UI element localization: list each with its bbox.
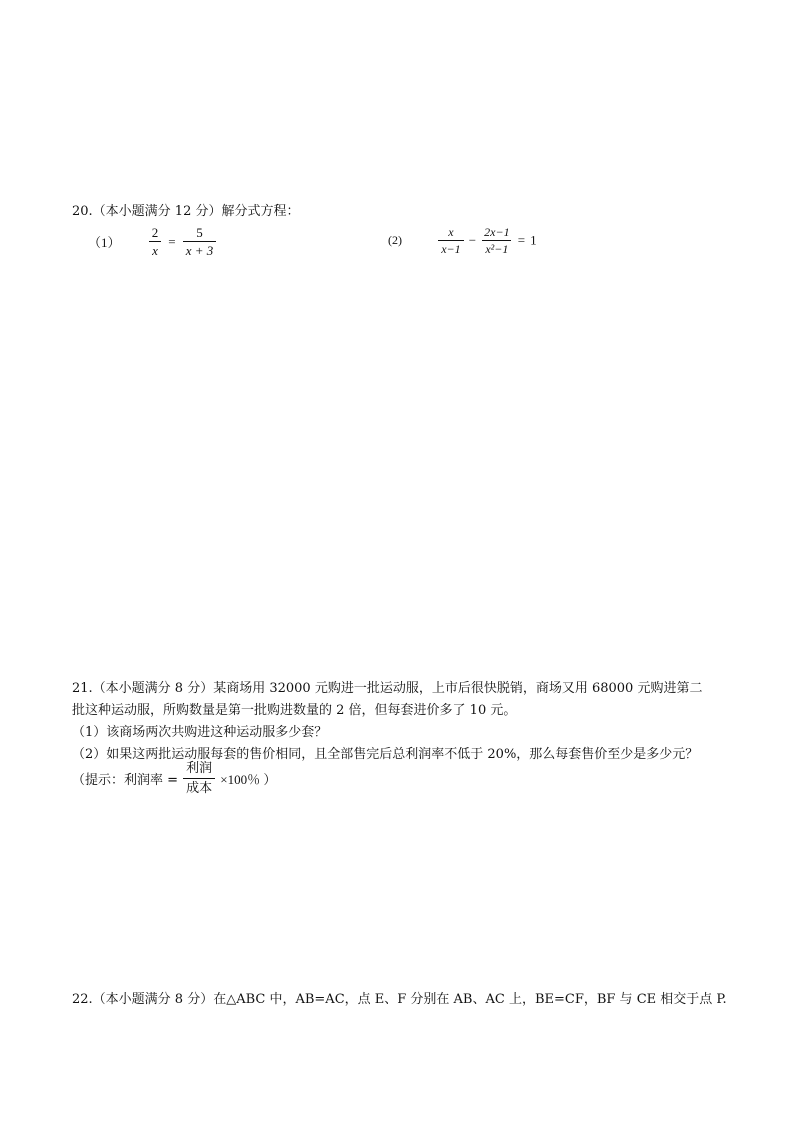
q20-part2-f2-numerator: 2x−1 xyxy=(484,225,510,239)
q21-line-2: 批这种运动服，所购数量是第一批购进数量的 2 倍，但每套进价多了 10 元。 xyxy=(72,703,517,718)
q20-part1-label: （1） xyxy=(88,235,121,250)
q20-part2-minus: − xyxy=(468,232,477,248)
q20-part1-equals: = xyxy=(168,233,176,249)
q21-hint-prefix: （提示：利润率 = xyxy=(72,773,179,788)
q20-part1-rhs-numerator: 5 xyxy=(196,225,203,240)
q20-title: 20.（本小题满分 12 分）解分式方程： xyxy=(72,204,300,219)
q20-part2-rhs: 1 xyxy=(530,232,537,248)
q20-part2-label: (2) xyxy=(388,233,402,247)
q20-part2-fraction-1 xyxy=(438,226,463,255)
q20-part2-fraction-2 xyxy=(481,226,512,255)
q22-line-1: 22.（本小题满分 8 分）在△ABC 中，AB=AC，点 E、F 分别在 AB、AC 上，BE=CF，BF 与 CE 相交于点 P. xyxy=(72,992,727,1007)
q21-subquestion-1: （1）该商场两次共购进这种运动服多少套？ xyxy=(72,725,328,740)
q21-hint-denominator: 成本 xyxy=(183,778,215,795)
q20-part2-f1-denominator: x−1 xyxy=(438,240,463,255)
q20-part2-f1-numerator: x xyxy=(448,225,454,239)
q21-hint xyxy=(72,762,276,795)
q21-hint-numerator: 利润 xyxy=(186,761,213,776)
q20-part1-lhs-fraction xyxy=(149,226,162,257)
q20-part2-f2-denominator: x²−1 xyxy=(482,240,511,255)
q20-part1-lhs-denominator: x xyxy=(149,241,161,257)
q20-part1-rhs-denominator: x + 3 xyxy=(183,241,217,257)
q20-part1-lhs-numerator: 2 xyxy=(151,225,159,240)
q20-part2 xyxy=(388,226,537,255)
q20-part1-rhs-fraction xyxy=(183,226,217,257)
q21-line-1: 21.（本小题满分 8 分）某商场用 32000 元购进一批运动服，上市后很快脱销，商场又用 68000 元购进第二 xyxy=(72,681,703,696)
q21-subquestion-2: （2）如果这两批运动服每套的售价相同，且全部售完后总利润率不低于 20%，那么每套售价至少是多少元？ xyxy=(72,747,699,762)
q20-part2-equals: = xyxy=(517,232,526,248)
q21-hint-fraction xyxy=(183,762,215,795)
q21-hint-suffix: ×100％ ） xyxy=(220,772,277,787)
q20-part1 xyxy=(88,226,216,257)
